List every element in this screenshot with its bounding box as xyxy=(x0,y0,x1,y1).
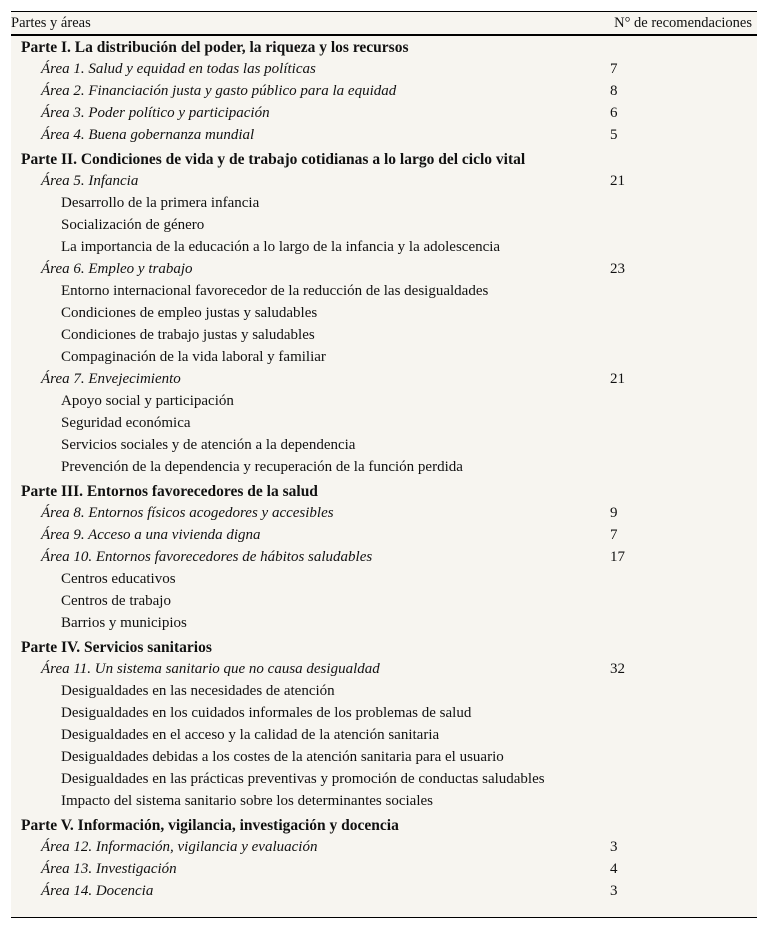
subarea-row xyxy=(11,192,757,214)
subarea-row xyxy=(11,456,757,478)
area-row xyxy=(11,102,757,124)
recommendation-count: 4 xyxy=(610,861,618,877)
subarea-row xyxy=(11,746,757,768)
subarea-row xyxy=(11,790,757,812)
sub-label: Desigualdades en las necesidades de atención xyxy=(61,683,335,699)
recommendation-count: 8 xyxy=(610,83,618,99)
part-row xyxy=(11,36,757,58)
area-label: Área 10. Entornos favorecedores de hábitos saludables xyxy=(41,549,373,565)
part-row xyxy=(11,480,757,502)
subarea-row xyxy=(11,434,757,456)
area-label: Área 5. Infancia xyxy=(41,173,139,189)
recommendation-count: 32 xyxy=(610,661,625,677)
header-num-recomendaciones: N° de recomendaciones xyxy=(614,15,752,31)
area-row xyxy=(11,124,757,146)
area-row xyxy=(11,524,757,546)
part-label: Parte II. Condiciones de vida y de trabajo cotidianas a lo largo del ciclo vital xyxy=(21,151,526,168)
area-row xyxy=(11,368,757,390)
recommendation-count: 3 xyxy=(610,839,618,855)
sub-label: Compaginación de la vida laboral y familiar xyxy=(61,349,326,365)
area-row xyxy=(11,658,757,680)
recommendation-count: 6 xyxy=(610,105,618,121)
sub-label: Desigualdades debidas a los costes de la atención sanitaria para el usuario xyxy=(61,749,504,765)
area-label: Área 14. Docencia xyxy=(41,883,154,899)
sub-label: Desigualdades en el acceso y la calidad de la atención sanitaria xyxy=(61,727,440,743)
subarea-row xyxy=(11,346,757,368)
recommendation-count: 21 xyxy=(610,371,625,387)
area-label: Área 12. Información, vigilancia y evaluación xyxy=(41,839,318,855)
recommendation-count: 23 xyxy=(610,261,625,277)
part-row xyxy=(11,814,757,836)
subarea-row xyxy=(11,390,757,412)
sub-label: Impacto del sistema sanitario sobre los determinantes sociales xyxy=(61,793,433,809)
subarea-row xyxy=(11,568,757,590)
area-label: Área 4. Buena gobernanza mundial xyxy=(41,127,255,143)
sub-label: Desigualdades en las prácticas preventivas y promoción de conductas saludables xyxy=(61,771,545,787)
part-label: Parte IV. Servicios sanitarios xyxy=(21,639,212,656)
sub-label: Centros de trabajo xyxy=(61,593,171,609)
recommendation-count: 7 xyxy=(610,61,618,77)
recommendation-count: 21 xyxy=(610,173,625,189)
subarea-row xyxy=(11,324,757,346)
sub-label: Condiciones de empleo justas y saludables xyxy=(61,305,318,321)
area-row xyxy=(11,858,757,880)
area-row xyxy=(11,502,757,524)
area-label: Área 8. Entornos físicos acogedores y accesibles xyxy=(41,505,334,521)
subarea-row xyxy=(11,724,757,746)
part-row xyxy=(11,636,757,658)
table-header xyxy=(11,12,757,36)
area-row xyxy=(11,80,757,102)
area-row xyxy=(11,836,757,858)
sub-label: Servicios sociales y de atención a la dependencia xyxy=(61,437,356,453)
part-label: Parte V. Información, vigilancia, investigación y docencia xyxy=(21,817,399,834)
recommendations-table xyxy=(11,11,757,918)
area-label: Área 6. Empleo y trabajo xyxy=(41,261,193,277)
area-row xyxy=(11,880,757,902)
subarea-row xyxy=(11,302,757,324)
area-label: Área 3. Poder político y participación xyxy=(41,105,270,121)
subarea-row xyxy=(11,768,757,790)
recommendation-count: 3 xyxy=(610,883,618,899)
recommendation-count: 5 xyxy=(610,127,618,143)
sub-label: Barrios y municipios xyxy=(61,615,187,631)
sub-label: Condiciones de trabajo justas y saludables xyxy=(61,327,315,343)
sub-label: Apoyo social y participación xyxy=(61,393,234,409)
area-label: Área 2. Financiación justa y gasto público para la equidad xyxy=(41,83,397,99)
area-label: Área 1. Salud y equidad en todas las políticas xyxy=(41,61,316,77)
recommendation-count: 7 xyxy=(610,527,618,543)
area-row xyxy=(11,58,757,80)
sub-label: La importancia de la educación a lo largo de la infancia y la adolescencia xyxy=(61,239,501,255)
area-row xyxy=(11,546,757,568)
sub-label: Entorno internacional favorecedor de la reducción de las desigualdades xyxy=(61,283,489,299)
subarea-row xyxy=(11,412,757,434)
area-label: Área 13. Investigación xyxy=(41,861,177,877)
part-row xyxy=(11,148,757,170)
header-partes-areas: Partes y áreas xyxy=(11,15,91,31)
subarea-row xyxy=(11,236,757,258)
area-row xyxy=(11,258,757,280)
sub-label: Desigualdades en los cuidados informales de los problemas de salud xyxy=(61,705,472,721)
sub-label: Desarrollo de la primera infancia xyxy=(61,195,260,211)
subarea-row xyxy=(11,612,757,634)
sub-label: Seguridad económica xyxy=(61,415,191,431)
sub-label: Socialización de género xyxy=(61,217,205,233)
subarea-row xyxy=(11,280,757,302)
area-label: Área 9. Acceso a una vivienda digna xyxy=(41,527,261,543)
area-label: Área 7. Envejecimiento xyxy=(41,371,181,387)
area-row xyxy=(11,170,757,192)
sub-label: Prevención de la dependencia y recuperación de la función perdida xyxy=(61,459,463,475)
subarea-row xyxy=(11,214,757,236)
part-label: Parte I. La distribución del poder, la riqueza y los recursos xyxy=(21,39,409,56)
recommendation-count: 17 xyxy=(610,549,625,565)
sub-label: Centros educativos xyxy=(61,571,176,587)
subarea-row xyxy=(11,590,757,612)
subarea-row xyxy=(11,702,757,724)
subarea-row xyxy=(11,680,757,702)
area-label: Área 11. Un sistema sanitario que no causa desigualdad xyxy=(41,661,380,677)
recommendation-count: 9 xyxy=(610,505,618,521)
part-label: Parte III. Entornos favorecedores de la salud xyxy=(21,483,318,500)
